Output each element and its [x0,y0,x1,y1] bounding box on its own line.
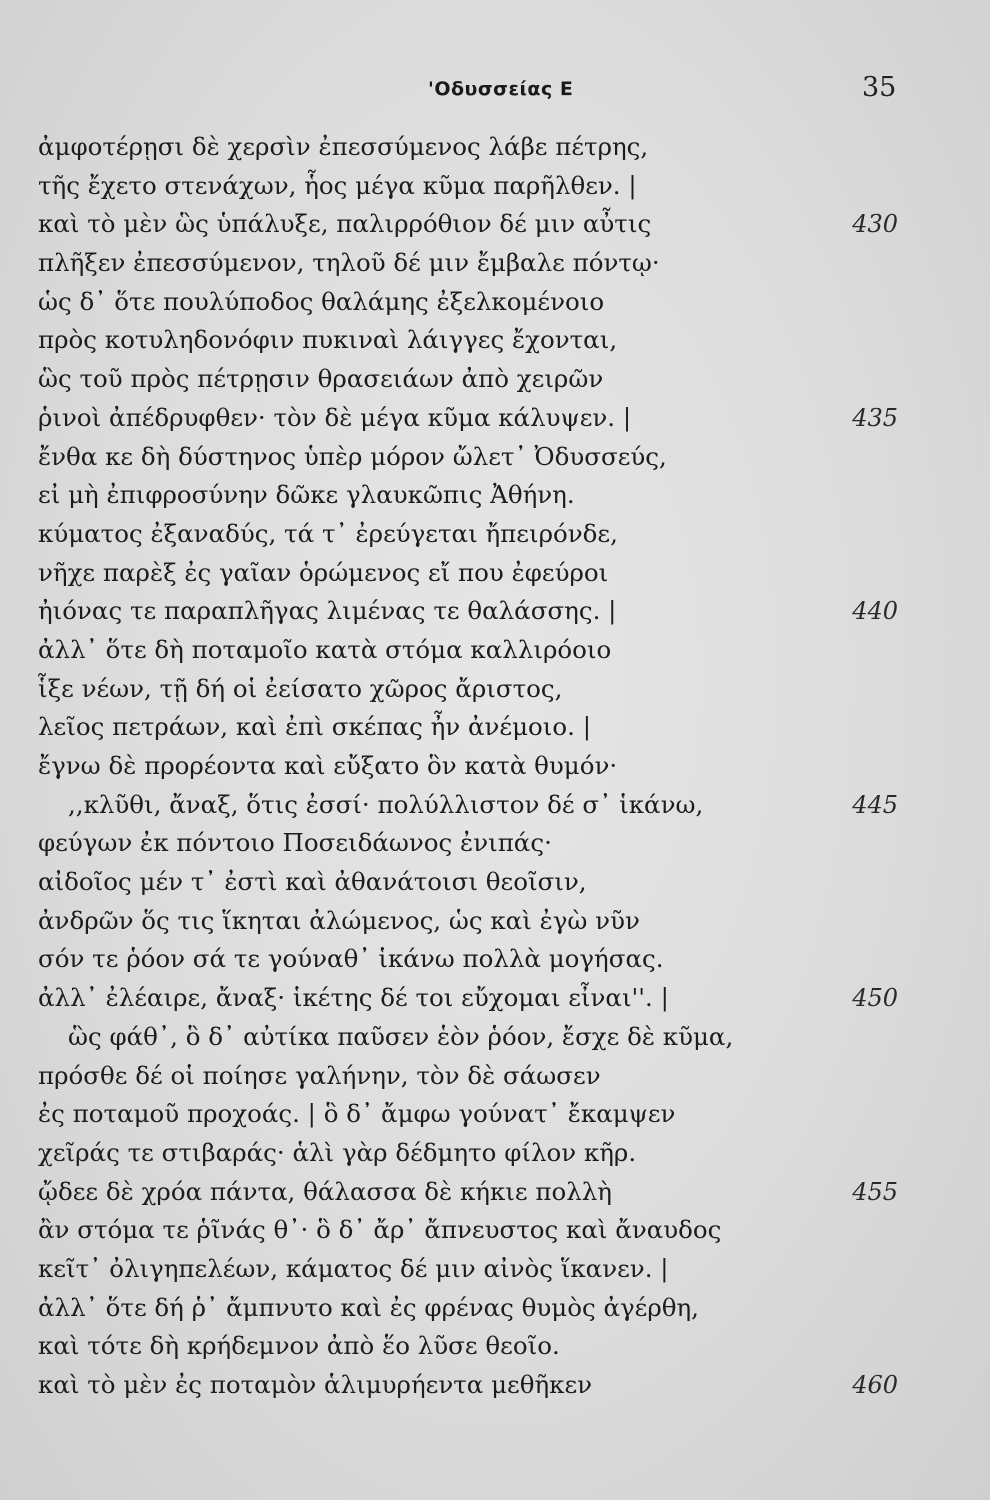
line-number: 430 [852,210,898,239]
verse-line [38,1250,898,1289]
line-number: 445 [852,790,898,819]
verse-line [38,1327,898,1366]
verse-line [38,592,898,631]
verse-line [38,708,898,747]
verse-text: καὶ τὸ μὲν ἐς ποταμὸν ἁλιμυρήεντα μεθῆκεν [38,1370,593,1399]
verse-line [38,321,898,360]
verse-text: καὶ τὸ μὲν ὣς ὑπάλυξε, παλιρρόθιον δέ μιν αὖτις [38,209,652,239]
verse-line [38,1134,898,1173]
verse-line [38,1173,898,1212]
verse-text: νῆχε παρὲξ ἐς γαῖαν ὁρώμενος εἴ που ἐφεύροι [38,557,609,587]
verse-line [38,399,898,438]
verse-line [38,360,898,399]
verse-text: ἀλλ᾽ ὅτε δὴ ποταμοῖο κατὰ στόμα καλλιρόοιο [38,634,612,664]
verse-line [38,1289,898,1328]
verse-text: ἀμφοτέρῃσι δὲ χερσὶν ἐπεσσύμενος λάβε πέτρης, [38,132,649,161]
line-number: 455 [852,1177,898,1206]
verse-text: ὣς τοῦ πρὸς πέτρῃσιν θρασειάων ἀπὸ χειρῶν [38,364,604,394]
line-number: 440 [852,597,898,626]
verse-line [38,631,898,670]
verse-text: ἀνδρῶν ὅς τις ἵκηται ἀλώμενος, ὡς καὶ ἐγὼ νῦν [38,905,640,935]
verse-text: ἀλλ᾽ ὅτε δή ῥ᾽ ἄμπνυτο καὶ ἐς φρένας θυμὸς ἀγέρθη, [38,1292,699,1322]
verse-line [38,747,898,786]
verse-text: ἀλλ᾽ ἐλέαιρε, ἄναξ· ἱκέτης δέ τοι εὔχομαι εἶναι''. | [38,983,669,1013]
verse-text: ἂν στόμα τε ῥῖνάς θ᾽· ὃ δ᾽ ἄρ᾽ ἄπνευστος καὶ ἄναυδος [38,1215,722,1245]
verse-line [38,438,898,477]
verse-text: τῆς ἔχετο στενάχων, ἧος μέγα κῦμα παρῆλθεν. | [38,170,637,200]
verse-text: πρόσθε δέ οἱ ποίησε γαλήνην, τὸν δὲ σάωσεν [38,1060,601,1090]
running-title: 'Οδυσσείας Ε [428,78,574,100]
verse-text: πρὸς κοτυληδονόφιν πυκιναὶ λάιγγες ἔχονται, [38,325,618,355]
verse-line [38,244,898,283]
verse-text: ,,κλῦθι, ἄναξ, ὅτις ἐσσί· πολύλλιστον δέ σ᾽ ἱκάνω, [68,789,704,819]
verse-text: φεύγων ἐκ πόντοιο Ποσειδάωνος ἐνιπάς· [38,828,552,858]
verse-line [38,1366,898,1405]
verse-line [38,824,898,863]
page-header [0,72,990,112]
verse-text: χεῖράς τε στιβαράς· ἁλὶ γὰρ δέδμητο φίλον κῆρ. [38,1137,637,1167]
line-number: 450 [852,984,898,1013]
verse-text: κεῖτ᾽ ὀλιγηπελέων, κάματος δέ μιν αἰνὸς ἵκανεν. | [38,1253,669,1283]
verse-line [38,940,898,979]
verse-text: ὡς δ᾽ ὅτε πουλύποδος θαλάμης ἐξελκομένοιο [38,286,605,316]
verse-text: αἰδοῖος μέν τ᾽ ἐστὶ καὶ ἀθανάτοισι θεοῖσιν, [38,867,587,897]
verse-text-block [38,128,898,1405]
verse-text: ἷξε νέων, τῇ δή οἱ ἐείσατο χῶρος ἄριστος, [38,673,563,703]
verse-text: εἰ μὴ ἐπιφροσύνην δῶκε γλαυκῶπις Ἀθήνη. [38,480,575,510]
verse-line [38,979,898,1018]
verse-text: ἠιόνας τε παραπλῆγας λιμένας τε θαλάσσης. | [38,596,617,626]
verse-line [38,1095,898,1134]
verse-text: κύματος ἐξαναδύς, τά τ᾽ ἐρεύγεται ἤπειρόνδε, [38,518,618,548]
verse-text: λεῖος πετράων, καὶ ἐπὶ σκέπας ἦν ἀνέμοιο. | [38,712,591,742]
verse-line [38,670,898,709]
verse-line [38,128,898,167]
verse-line [38,554,898,593]
verse-text: σόν τε ῥόον σά τε γούναθ᾽ ἱκάνω πολλὰ μογήσας. [38,944,664,974]
verse-line [38,515,898,554]
line-number: 460 [852,1371,898,1399]
verse-line [38,1211,898,1250]
verse-text: ἔγνω δὲ προρέοντα καὶ εὔξατο ὃν κατὰ θυμόν· [38,751,618,780]
verse-line [38,1057,898,1096]
verse-line [38,476,898,515]
verse-text: ᾤδεε δὲ χρόα πάντα, θάλασσα δὲ κήκιε πολλὴ [38,1176,612,1206]
verse-line [38,902,898,941]
verse-text: ἔνθα κε δὴ δύστηνος ὑπὲρ μόρον ὤλετ᾽ Ὀδυσσεύς, [38,441,667,471]
verse-text: ὣς φάθ᾽, ὃ δ᾽ αὐτίκα παῦσεν ἑὸν ῥόον, ἔσχε δὲ κῦμα, [68,1021,734,1051]
verse-line [38,283,898,322]
verse-line [38,205,898,244]
verse-line [38,167,898,206]
verse-text: ῥινοὶ ἀπέδρυφθεν· τὸν δὲ μέγα κῦμα κάλυψεν. | [38,402,632,432]
verse-text: καὶ τότε δὴ κρήδεμνον ἀπὸ ἕο λῦσε θεοῖο. [38,1331,560,1361]
verse-line [38,1018,898,1057]
line-number: 435 [852,403,898,432]
verse-line [38,863,898,902]
verse-text: ἐς ποταμοῦ προχοάς. | ὃ δ᾽ ἄμφω γούνατ᾽ ἔκαμψεν [38,1099,676,1129]
page-number: 35 [862,72,897,103]
verse-text: πλῆξεν ἐπεσσύμενον, τηλοῦ δέ μιν ἔμβαλε πόντῳ· [38,248,660,278]
verse-line [38,786,898,825]
